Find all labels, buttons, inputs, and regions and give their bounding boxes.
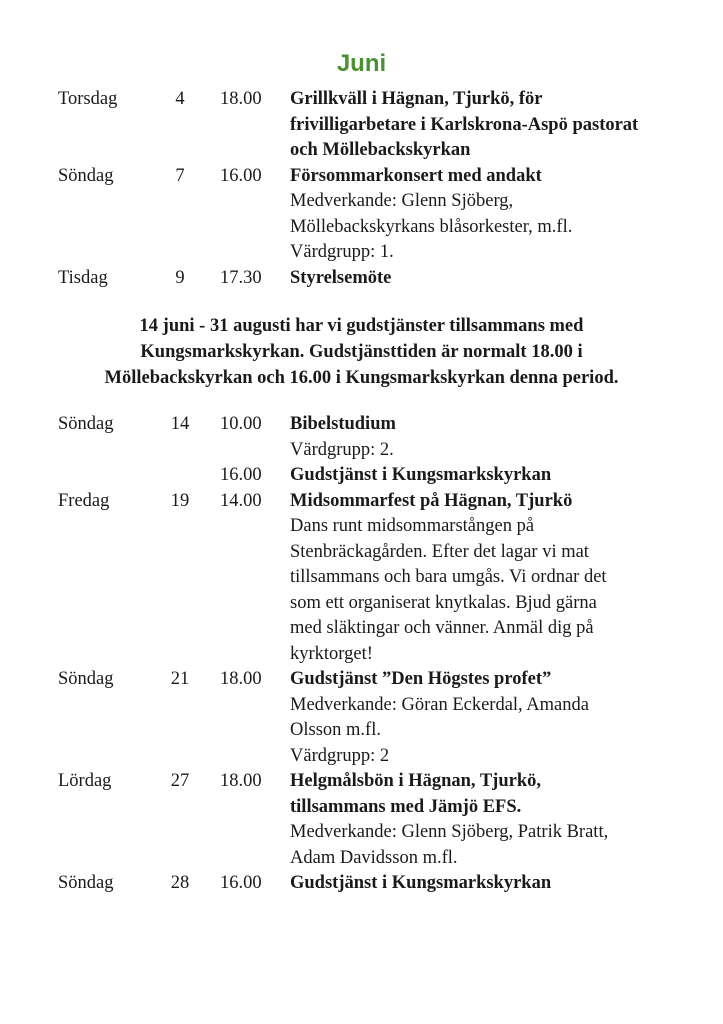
event-detail: frivilligarbetare i Karlskrona-Aspö pastorat: [290, 114, 639, 135]
event-day: Fredag: [58, 490, 110, 511]
event-title: Helgmålsbön i Hägnan, Tjurkö,: [290, 771, 542, 791]
event-detail: Stenbräckagården. Efter det lagar vi mat: [290, 541, 589, 562]
event-day: Lördag: [58, 771, 112, 791]
month-heading: Juni: [336, 50, 387, 77]
event-detail: Medverkande: Glenn Sjöberg,: [290, 191, 514, 211]
event-detail-row: [0, 113, 723, 139]
event-time: 16.00: [220, 465, 262, 485]
event-list-top: [0, 87, 723, 291]
event-time: 16.00: [220, 165, 262, 186]
event-date: 21: [170, 669, 190, 689]
event-day: Söndag: [58, 873, 114, 893]
event-detail-row: [0, 616, 723, 642]
event-detail: Adam Davidsson m.fl.: [290, 847, 458, 868]
event-detail-row: [0, 215, 723, 241]
event-detail: Möllebackskyrkans blåsorkester, m.fl.: [290, 216, 573, 237]
event-time: 18.00: [220, 89, 262, 109]
event-title: Gudstjänst ”Den Högstes profet”: [290, 669, 552, 689]
event-title: Bibelstudium: [290, 414, 396, 434]
event-detail-row: [0, 189, 723, 215]
event-detail-row: [0, 642, 723, 668]
event-day: Söndag: [58, 165, 114, 186]
event-detail: Olsson m.fl.: [290, 720, 381, 740]
event-title: Gudstjänst i Kungsmarkskyrkan: [290, 465, 552, 485]
event-row: [0, 667, 723, 693]
event-title: Midsommarfest på Hägnan, Tjurkö: [290, 490, 573, 511]
notice-line: 14 juni - 31 augusti har vi gudstjänster tillsammans med: [139, 316, 584, 336]
event-day: Söndag: [58, 669, 114, 689]
event-detail-row: [0, 591, 723, 617]
event-detail-row: [0, 820, 723, 846]
event-day: Torsdag: [58, 89, 118, 109]
event-detail: Medverkande: Göran Eckerdal, Amanda: [290, 694, 589, 715]
event-row: [0, 463, 723, 489]
event-detail-row: [0, 514, 723, 540]
event-detail: med släktingar och vänner. Anmäl dig på: [290, 618, 594, 638]
event-day: Tisdag: [58, 267, 108, 288]
event-title: Styrelsemöte: [290, 267, 392, 288]
event-date: 27: [170, 771, 190, 791]
event-date: 28: [170, 873, 190, 893]
event-time: 16.00: [220, 873, 262, 893]
event-detail-row: [0, 138, 723, 164]
event-time: 10.00: [220, 414, 262, 434]
event-row: [0, 266, 723, 292]
event-detail-row: [0, 846, 723, 872]
event-date: 14: [170, 414, 190, 434]
event-row: [0, 871, 723, 897]
event-detail: som ett organiserat knytkalas. Bjud gärna: [290, 592, 597, 613]
event-date: 19: [170, 490, 190, 511]
event-date: 7: [175, 165, 185, 186]
event-row: [0, 87, 723, 113]
event-title: Grillkväll i Hägnan, Tjurkö, för: [290, 89, 543, 109]
notice-line: Kungsmarkskyrkan. Gudstjänsttiden är normalt 18.00 i: [140, 342, 583, 362]
event-row: [0, 489, 723, 515]
event-detail: tillsammans med Jämjö EFS.: [290, 796, 522, 817]
event-row: [0, 412, 723, 438]
event-time: 18.00: [220, 771, 262, 791]
event-title: Gudstjänst i Kungsmarkskyrkan: [290, 873, 552, 893]
event-time: 17.30: [220, 267, 262, 288]
event-detail-row: [0, 795, 723, 821]
event-detail-row: [0, 540, 723, 566]
summer-notice: [40, 313, 683, 391]
event-detail: Värdgrupp: 2: [290, 745, 390, 766]
event-detail: tillsammans och bara umgås. Vi ordnar det: [290, 567, 607, 587]
event-detail-row: [0, 718, 723, 744]
event-detail: och Möllebackskyrkan: [290, 140, 471, 160]
event-day: Söndag: [58, 414, 114, 434]
notice-line: Möllebackskyrkan och 16.00 i Kungsmarkskyrkan denna period.: [104, 368, 619, 388]
event-detail: Medverkande: Glenn Sjöberg, Patrik Bratt,: [290, 822, 609, 842]
event-list-bottom: [0, 412, 723, 897]
event-date: 4: [175, 89, 185, 109]
event-detail: Värdgrupp: 1.: [290, 242, 394, 262]
event-detail: Dans runt midsommarstången på: [290, 516, 535, 536]
event-row: [0, 164, 723, 190]
event-detail-row: [0, 240, 723, 266]
event-time: 18.00: [220, 669, 262, 689]
event-time: 14.00: [220, 490, 262, 511]
event-detail: kyrktorget!: [290, 643, 373, 664]
event-detail: Värdgrupp: 2.: [290, 439, 394, 460]
event-detail-row: [0, 565, 723, 591]
event-title: Försommarkonsert med andakt: [290, 165, 542, 186]
event-detail-row: [0, 438, 723, 464]
event-detail-row: [0, 693, 723, 719]
event-row: [0, 769, 723, 795]
event-date: 9: [175, 267, 185, 288]
event-detail-row: [0, 744, 723, 770]
